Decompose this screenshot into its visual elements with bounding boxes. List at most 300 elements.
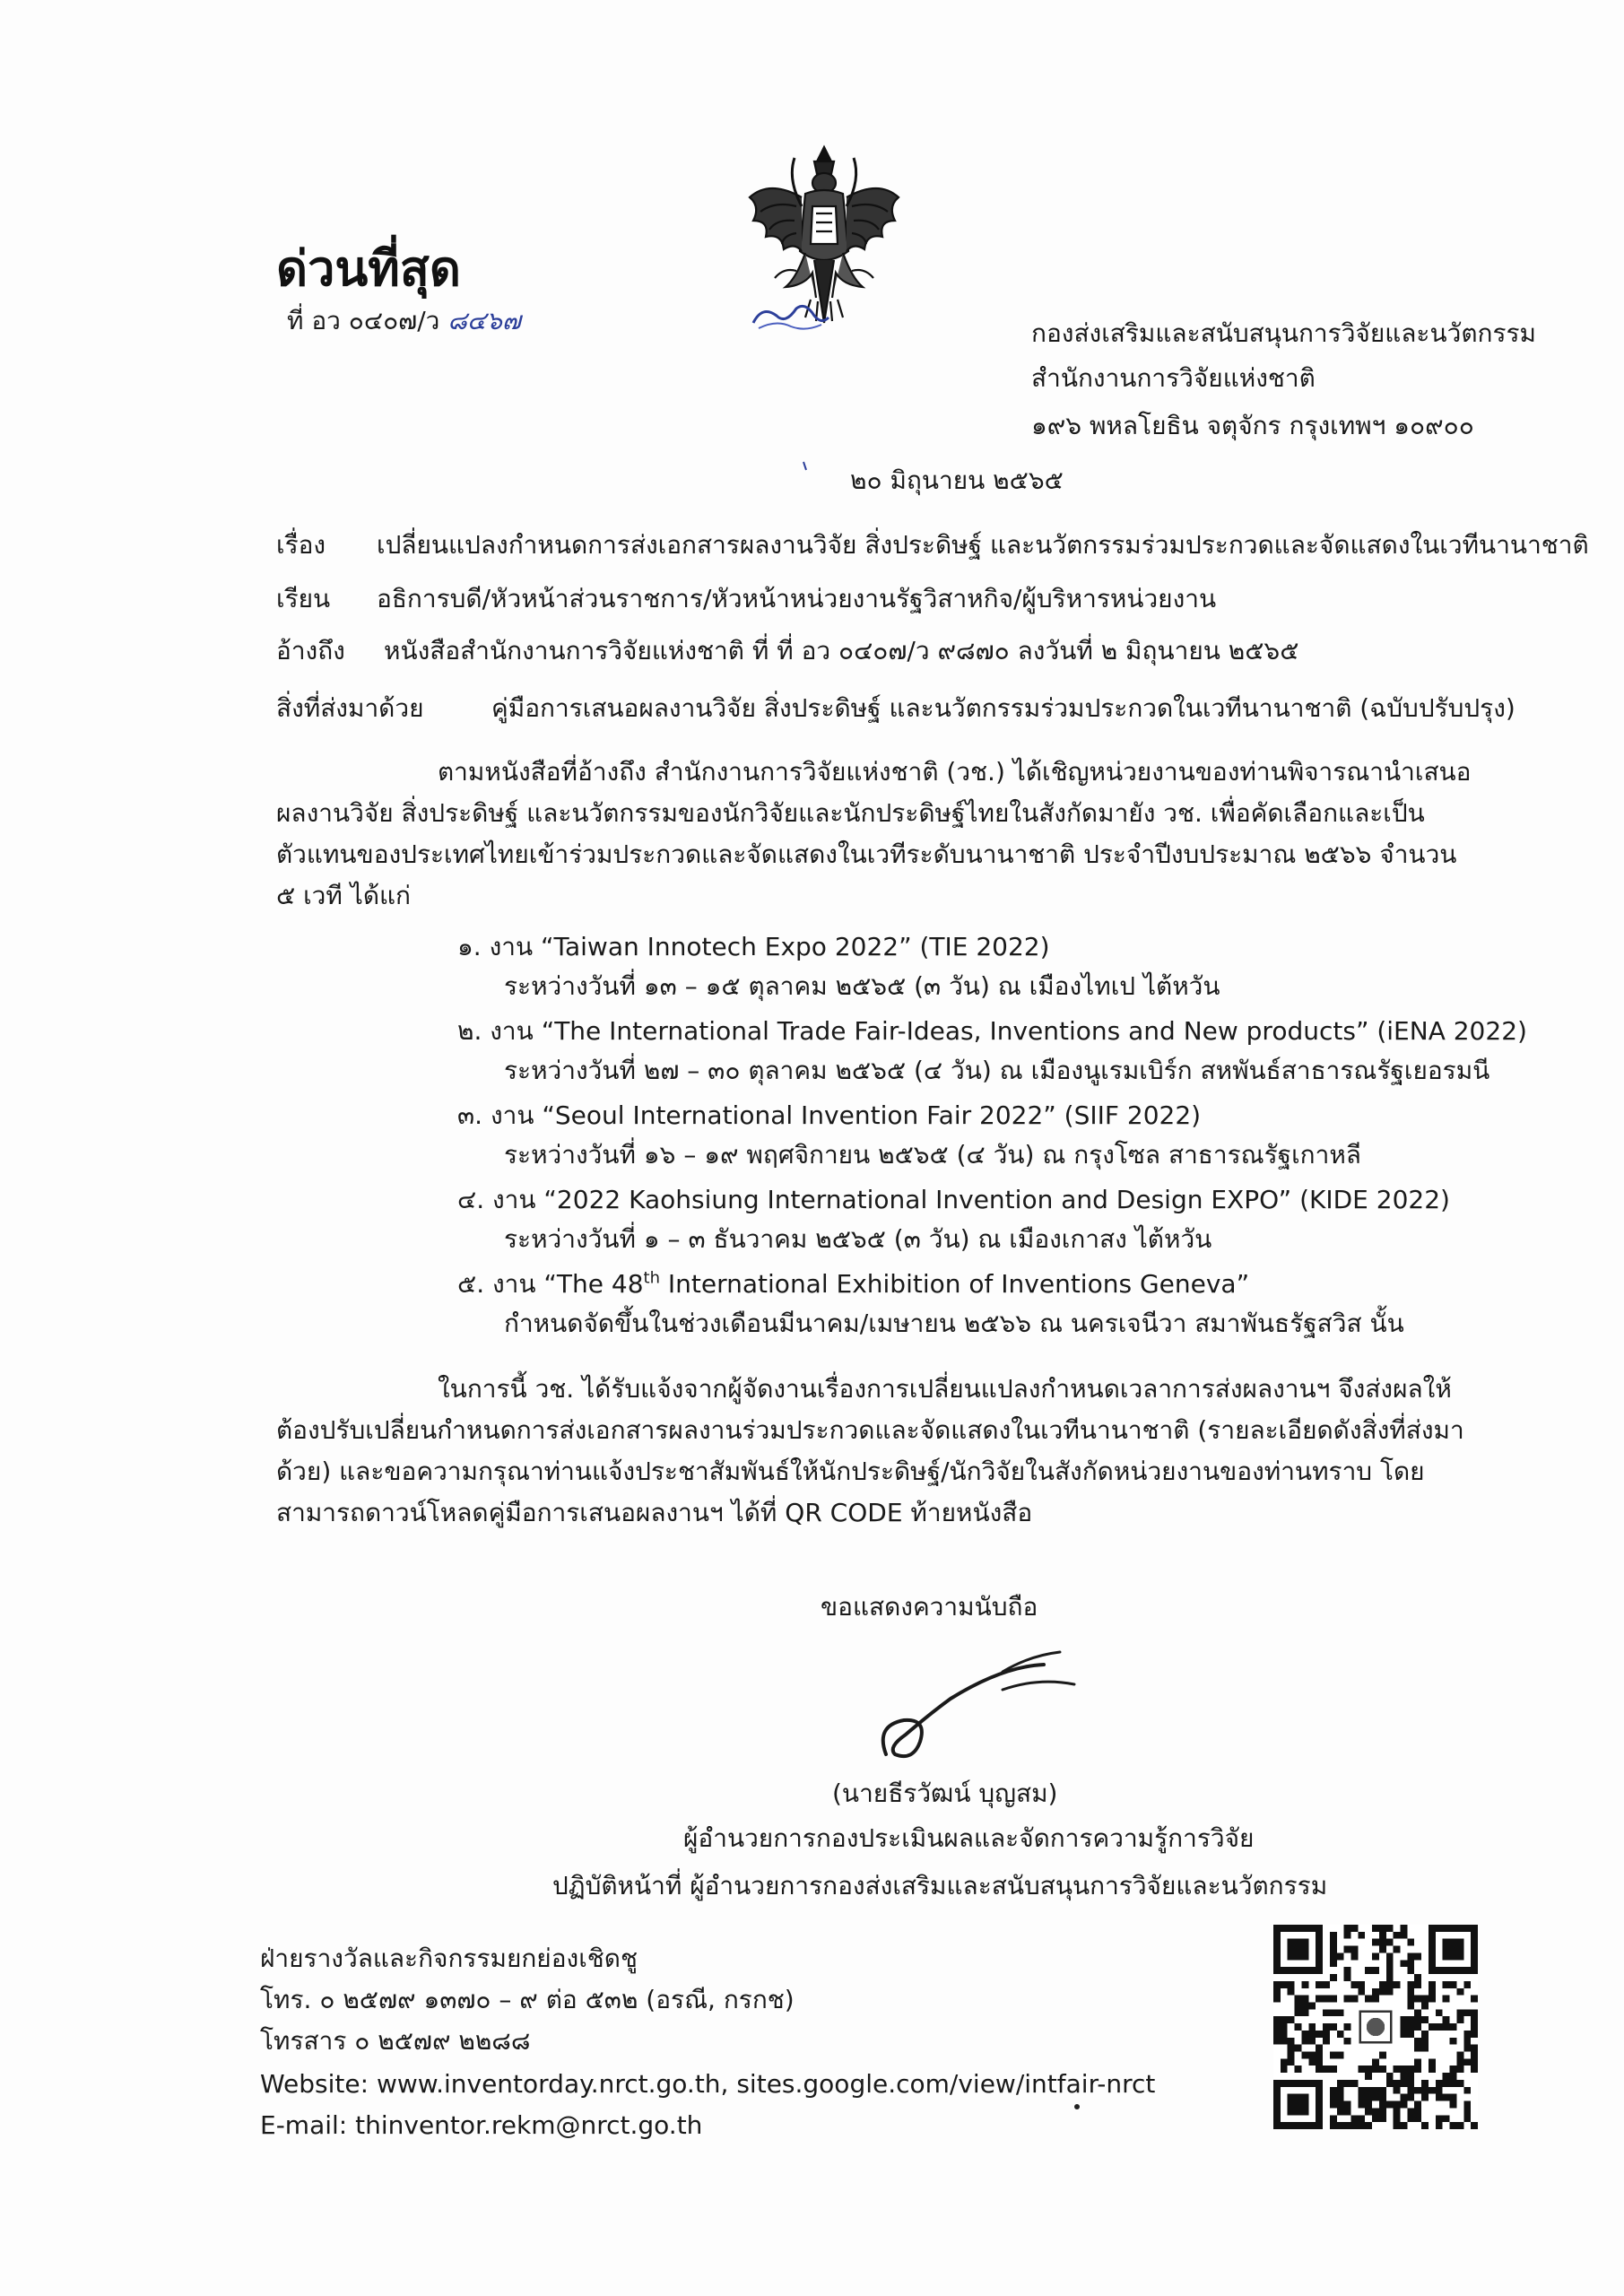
qr-module	[1414, 2009, 1421, 2016]
qr-module	[1365, 2066, 1372, 2073]
org-address-line1: กองส่งเสริมและสนับสนุนการวิจัยและนวัตกรรม	[1031, 318, 1537, 348]
qr-module	[1344, 2023, 1351, 2031]
qr-module	[1379, 1925, 1386, 1932]
qr-module	[1401, 2031, 1408, 2038]
qr-module	[1456, 2016, 1463, 2023]
qr-module	[1450, 2101, 1457, 2109]
qr-module	[1471, 2009, 1478, 2016]
qr-module	[1436, 2115, 1443, 2122]
qr-module	[1350, 2122, 1358, 2129]
qr-module	[1450, 2122, 1457, 2129]
qr-module	[1407, 1960, 1414, 1967]
qr-module	[1350, 1952, 1358, 1960]
event-title-superscript: th	[643, 1268, 661, 1288]
qr-module	[1344, 1932, 1351, 1939]
qr-module	[1301, 2052, 1308, 2059]
qr-module	[1273, 1981, 1281, 1988]
qr-module	[1316, 2052, 1323, 2059]
qr-module	[1337, 2087, 1344, 2094]
event-detail: ระหว่างวันที่ ๑๖ – ๑๙ พฤศจิกายน ๒๕๖๕ (๔ วัน) ณ กรุงโซล สาธารณรัฐเกาหลี	[504, 1140, 1361, 1170]
qr-module	[1365, 2122, 1372, 2129]
qr-module	[1323, 2009, 1330, 2016]
qr-module	[1429, 1996, 1436, 2003]
qr-module	[1436, 2080, 1443, 2087]
qr-module	[1471, 1996, 1478, 2003]
event-detail: กำหนดจัดขึ้นในช่วงเดือนมีนาคม/เมษายน ๒๕๖๖ ณ นครเจนีวา สมาพันธรัฐสวิส นั้น	[504, 1309, 1404, 1338]
qr-module	[1337, 2031, 1344, 2038]
qr-module	[1288, 2052, 1295, 2059]
qr-module	[1358, 2066, 1365, 2073]
footer-unit: ฝ่ายรางวัลและกิจกรรมยกย่องเชิดชู	[260, 1944, 638, 1973]
qr-module	[1337, 2094, 1344, 2101]
qr-module	[1471, 2058, 1478, 2066]
qr-module	[1401, 2073, 1408, 2080]
org-address-line2: สำนักงานการวิจัยแห่งชาติ	[1031, 363, 1316, 393]
qr-module	[1407, 2023, 1414, 2031]
qr-module	[1443, 2023, 1450, 2031]
qr-module	[1407, 2073, 1414, 2080]
event-detail: ระหว่างวันที่ ๑๓ – ๑๕ ตุลาคม ๒๕๖๕ (๓ วัน) ณ เมืองไทเป ไต้หวัน	[504, 971, 1220, 1001]
qr-module	[1463, 2009, 1471, 2016]
qr-module	[1450, 1981, 1457, 1988]
qr-module	[1330, 2087, 1337, 2094]
qr-module	[1344, 1967, 1351, 1974]
qr-module	[1421, 1996, 1429, 2003]
qr-module	[1379, 2115, 1386, 2122]
qr-code-icon[interactable]	[1273, 1925, 1478, 2129]
qr-module	[1463, 1981, 1471, 1988]
qr-module	[1414, 2101, 1421, 2109]
qr-module	[1429, 1981, 1436, 1988]
qr-module	[1429, 1988, 1436, 1996]
qr-module	[1372, 2058, 1379, 2066]
qr-module	[1386, 2101, 1394, 2109]
closing-salutation: ขอแสดงความนับถือ	[821, 1592, 1038, 1622]
qr-module	[1337, 2080, 1344, 2087]
qr-module	[1379, 1932, 1386, 1939]
qr-module	[1414, 1981, 1421, 1988]
qr-module	[1407, 2002, 1414, 2009]
qr-module	[1394, 2087, 1401, 2094]
qr-module	[1337, 2052, 1344, 2059]
event-item-2	[457, 1012, 1527, 1091]
recipient-label: เรียน	[276, 584, 331, 613]
qr-module	[1429, 2058, 1436, 2066]
subject-value: เปลี่ยนแปลงกำหนดการส่งเอกสารผลงานวิจัย สิ่งประดิษฐ์ และนวัตกรรมร่วมประกวดและจัดแสดงในเวทีนานาชาติ	[377, 530, 1589, 560]
qr-module	[1372, 2115, 1379, 2122]
qr-module	[1301, 1981, 1308, 1988]
qr-module	[1372, 1939, 1379, 1946]
qr-module	[1407, 2087, 1414, 2094]
qr-module	[1407, 2080, 1414, 2087]
qr-module	[1350, 2080, 1358, 2087]
qr-module	[1407, 1981, 1414, 1988]
qr-module	[1456, 2066, 1463, 2073]
qr-module	[1358, 2101, 1365, 2109]
qr-module	[1372, 2108, 1379, 2115]
qr-module	[1463, 2058, 1471, 2066]
document-number	[287, 303, 521, 339]
qr-module	[1471, 2023, 1478, 2031]
qr-module	[1330, 1960, 1337, 1967]
qr-module	[1365, 2101, 1372, 2109]
event-item-4	[457, 1180, 1489, 1259]
qr-module	[1330, 2066, 1337, 2073]
qr-module	[1330, 1996, 1337, 2003]
qr-module	[1394, 2108, 1401, 2115]
body-paragraph-1-text: ตามหนังสือที่อ้างถึง สำนักงานการวิจัยแห่งชาติ (วช.) ได้เชิญหน่วยงานของท่านพิจารณานำเสนอผลงานวิจัย สิ่งประดิษฐ์ และนวัตกรรมของนักวิจัยและนักประดิษฐ์ไทยในสังกัดมายัง วช. เพื่อคัดเลือกและเป็นตัวแทนของประเทศไทยเข้าร่วมประกวดและจัดแสดงในเวทีระดับนานาชาติ ประจำปีงบประมาณ ๒๕๖๖ จำนวน ๕ เวที ได้แก่	[276, 757, 1472, 910]
qr-module	[1386, 1981, 1394, 1988]
qr-module	[1443, 1996, 1450, 2003]
qr-module	[1407, 2066, 1414, 2073]
qr-module	[1463, 2031, 1471, 2038]
qr-module	[1308, 2023, 1316, 2031]
qr-module	[1401, 1932, 1408, 1939]
qr-module	[1323, 2066, 1330, 2073]
qr-module	[1456, 2122, 1463, 2129]
qr-module	[1471, 2045, 1478, 2052]
qr-module	[1379, 2066, 1386, 2073]
event-detail: ระหว่างวันที่ ๒๗ – ๓๐ ตุลาคม ๒๕๖๕ (๔ วัน) ณ เมืองนูเรมเบิร์ก สหพันธ์สาธารณรัฐเยอรมนี	[504, 1056, 1490, 1085]
qr-module	[1407, 1939, 1414, 1946]
qr-module	[1330, 2101, 1337, 2109]
qr-module	[1394, 2122, 1401, 2129]
qr-module	[1386, 1974, 1394, 1981]
qr-module	[1281, 2038, 1288, 2045]
qr-module	[1301, 2038, 1308, 2045]
qr-module	[1288, 2045, 1295, 2052]
qr-module	[1288, 1988, 1295, 1996]
qr-module	[1344, 2101, 1351, 2109]
qr-module	[1358, 1988, 1365, 1996]
qr-module	[1344, 1925, 1351, 1932]
qr-module	[1350, 1981, 1358, 1988]
qr-module	[1463, 2115, 1471, 2122]
qr-module	[1463, 2087, 1471, 2094]
qr-module	[1273, 2016, 1281, 2023]
enclosure-label: สิ่งที่ส่งมาด้วย	[276, 693, 424, 723]
qr-module	[1414, 1952, 1421, 1960]
qr-module	[1386, 2073, 1394, 2080]
qr-module	[1450, 2023, 1457, 2031]
qr-module	[1337, 2101, 1344, 2109]
event-item-1	[457, 927, 1489, 1006]
qr-module	[1407, 2108, 1414, 2115]
qr-module	[1350, 1925, 1358, 1932]
qr-module	[1414, 2087, 1421, 2094]
qr-module	[1358, 2122, 1365, 2129]
qr-module	[1394, 1981, 1401, 1988]
qr-module	[1436, 2009, 1443, 2016]
qr-module	[1429, 2023, 1436, 2031]
event-item-5	[457, 1265, 1489, 1344]
qr-module	[1330, 1946, 1337, 1953]
qr-module	[1421, 2122, 1429, 2129]
qr-module	[1394, 2101, 1401, 2109]
subject-label: เรื่อง	[276, 530, 326, 560]
qr-module	[1407, 2016, 1414, 2023]
qr-module	[1443, 2073, 1450, 2080]
qr-module	[1401, 1925, 1408, 1932]
qr-module	[1372, 1952, 1379, 1960]
qr-module	[1330, 1939, 1337, 1946]
qr-module	[1421, 2031, 1429, 2038]
ink-tick-icon	[801, 461, 810, 472]
signer-name: (นายธีรวัฒน์ บุญสม)	[832, 1779, 1058, 1808]
qr-module	[1401, 2023, 1408, 2031]
qr-module	[1358, 2115, 1365, 2122]
qr-module	[1344, 2122, 1351, 2129]
qr-module	[1358, 2087, 1365, 2094]
qr-module	[1273, 2031, 1281, 2038]
qr-module	[1471, 2031, 1478, 2038]
signature-icon	[868, 1648, 1101, 1774]
qr-module	[1273, 2023, 1281, 2031]
qr-module	[1330, 2094, 1337, 2101]
qr-module	[1295, 2023, 1302, 2031]
qr-module	[1365, 2073, 1372, 2080]
qr-module	[1330, 1932, 1337, 1939]
qr-module	[1344, 1996, 1351, 2003]
qr-module	[1365, 2087, 1372, 2094]
qr-module	[1407, 1988, 1414, 1996]
recipient-value: อธิการบดี/หัวหน้าส่วนราชการ/หัวหน้าหน่วยงานรัฐวิสาหกิจ/ผู้บริหารหน่วยงาน	[377, 584, 1217, 613]
enclosure-value: คู่มือการเสนอผลงานวิจัย สิ่งประดิษฐ์ และนวัตกรรมร่วมประกวดในเวทีนานาชาติ (ฉบับปรับปรุง)	[491, 693, 1515, 723]
qr-module	[1379, 1981, 1386, 1988]
qr-module	[1281, 2066, 1288, 2073]
qr-module	[1344, 2038, 1351, 2045]
qr-module	[1386, 1925, 1394, 1932]
qr-module	[1450, 2080, 1457, 2087]
qr-module	[1301, 2009, 1308, 2016]
qr-module	[1379, 1939, 1386, 1946]
qr-module	[1407, 2115, 1414, 2122]
qr-module	[1463, 2038, 1471, 2045]
qr-module	[1456, 1988, 1463, 1996]
qr-module	[1450, 2094, 1457, 2101]
qr-module	[1281, 2023, 1288, 2031]
qr-module	[1443, 1981, 1450, 1988]
qr-module	[1429, 2087, 1436, 2094]
qr-module	[1421, 2038, 1429, 2045]
qr-module	[1386, 1952, 1394, 1960]
qr-module	[1358, 1981, 1365, 1988]
qr-module	[1295, 2002, 1302, 2009]
qr-module	[1421, 2087, 1429, 2094]
qr-module	[1407, 2031, 1414, 2038]
event-list	[457, 927, 1527, 1344]
qr-module	[1316, 1981, 1323, 1988]
qr-module	[1421, 2002, 1429, 2009]
qr-module	[1308, 2052, 1316, 2059]
qr-module	[1456, 2009, 1463, 2016]
qr-module	[1456, 2080, 1463, 2087]
qr-module	[1463, 2108, 1471, 2115]
qr-module	[1330, 2023, 1337, 2031]
qr-module	[1386, 1939, 1394, 1946]
event-title-part: International Exhibition of Inventions Geneva”	[660, 1269, 1250, 1299]
qr-module	[1394, 1932, 1401, 1939]
qr-module	[1316, 2058, 1323, 2066]
qr-module	[1365, 2108, 1372, 2115]
qr-module	[1394, 1946, 1401, 1953]
qr-module	[1372, 2066, 1379, 2073]
qr-module	[1330, 2009, 1337, 2016]
qr-module	[1450, 2073, 1457, 2080]
qr-module	[1429, 2066, 1436, 2073]
qr-module	[1337, 1952, 1344, 1960]
qr-module	[1372, 2087, 1379, 2094]
qr-module	[1443, 2016, 1450, 2023]
qr-module	[1323, 2031, 1330, 2038]
qr-module	[1330, 2115, 1337, 2122]
qr-module	[1316, 2031, 1323, 2038]
event-title: ๓. งาน “Seoul International Invention Fair 2022” (SIIF 2022)	[457, 1100, 1202, 1130]
qr-module	[1288, 2038, 1295, 2045]
qr-module	[1471, 2052, 1478, 2059]
body-paragraph-1	[276, 752, 1478, 917]
qr-module	[1471, 2016, 1478, 2023]
qr-module	[1281, 2058, 1288, 2066]
qr-module	[1350, 2115, 1358, 2122]
blue-stamp-icon	[750, 298, 830, 334]
qr-module	[1407, 1952, 1414, 1960]
qr-module	[1421, 2080, 1429, 2087]
urgency-label: ด่วนที่สุด	[276, 240, 461, 297]
qr-module	[1394, 2066, 1401, 2073]
event-item-3	[457, 1096, 1489, 1175]
event-detail: ระหว่างวันที่ ๑ – ๓ ธันวาคม ๒๕๖๕ (๓ วัน) ณ เมืองเกาสง ไต้หวัน	[504, 1224, 1212, 1254]
qr-module	[1308, 2002, 1316, 2009]
qr-module	[1344, 1974, 1351, 1981]
qr-module	[1471, 2122, 1478, 2129]
qr-module	[1436, 2094, 1443, 2101]
qr-module	[1281, 2016, 1288, 2023]
qr-module	[1436, 2122, 1443, 2129]
event-title: ๔. งาน “2022 Kaohsiung International Invention and Design EXPO” (KIDE 2022)	[457, 1185, 1450, 1214]
qr-module	[1379, 2052, 1386, 2059]
qr-module	[1316, 1996, 1323, 2003]
qr-module	[1372, 1996, 1379, 2003]
ink-dot-icon	[1073, 2102, 1081, 2111]
qr-module	[1350, 1996, 1358, 2003]
qr-module	[1456, 2052, 1463, 2059]
qr-module	[1344, 2108, 1351, 2115]
qr-module	[1273, 1996, 1281, 2003]
footer-email: E-mail: thinventor.rekm@nrct.go.th	[260, 2110, 703, 2140]
qr-module	[1379, 1988, 1386, 1996]
qr-module	[1414, 2023, 1421, 2031]
qr-module	[1443, 2080, 1450, 2087]
qr-module	[1414, 2108, 1421, 2115]
qr-module	[1414, 1974, 1421, 1981]
qr-module	[1308, 2058, 1316, 2066]
qr-module	[1414, 2115, 1421, 2122]
qr-module	[1273, 1988, 1281, 1996]
document-number-prefix: ที่ อว ๐๔๐๗/ว	[287, 306, 440, 335]
signer-position-1: ผู้อำนวยการกองประเมินผลและจัดการความรู้การวิจัย	[683, 1823, 1255, 1853]
qr-module	[1394, 2080, 1401, 2087]
event-title: ๑. งาน “Taiwan Innotech Expo 2022” (TIE 2022)	[457, 932, 1050, 961]
qr-module	[1295, 2045, 1302, 2052]
qr-module	[1443, 2115, 1450, 2122]
qr-module	[1401, 2066, 1408, 2073]
qr-module	[1323, 2023, 1330, 2031]
letter-date: ๒๐ มิถุนายน ๒๕๖๕	[850, 465, 1064, 495]
qr-module	[1379, 2094, 1386, 2101]
qr-module	[1372, 1967, 1379, 1974]
qr-module	[1330, 2122, 1337, 2129]
event-title	[457, 1269, 1249, 1299]
event-title-part: ๕. งาน “The 48	[457, 1269, 644, 1299]
qr-module	[1323, 2038, 1330, 2045]
qr-module	[1450, 2066, 1457, 2073]
qr-module	[1337, 2108, 1344, 2115]
qr-module	[1414, 2038, 1421, 2045]
org-address-line3: ๑๙๖ พหลโยธิน จตุจักร กรุงเทพฯ ๑๐๙๐๐	[1031, 411, 1474, 440]
qr-module	[1463, 2101, 1471, 2109]
qr-module	[1273, 2038, 1281, 2045]
qr-module	[1337, 2009, 1344, 2016]
qr-module	[1308, 2038, 1316, 2045]
qr-module	[1365, 1967, 1372, 1974]
qr-module	[1401, 1960, 1408, 1967]
qr-module	[1379, 1946, 1386, 1953]
reference-value: หนังสือสำนักงานการวิจัยแห่งชาติ ที่ ที่ อว ๐๔๐๗/ว ๙๘๗๐ ลงวันที่ ๒ มิถุนายน ๒๕๖๕	[384, 636, 1299, 665]
body-paragraph-2-text: ในการนี้ วช. ได้รับแจ้งจากผู้จัดงานเรื่องการเปลี่ยนแปลงกำหนดเวลาการส่งผลงานฯ จึงส่งผลให้ต้องปรับเปลี่ยนกำหนดการส่งเอกสารผลงานร่วมประกวดและจัดแสดงในเวทีนานาชาติ (รายละเอียดดังสิ่งที่ส่งมาด้วย) และขอความกรุณาท่านแจ้งประชาสัมพันธ์ให้นักประดิษฐ์/นักวิจัยในสังกัดหน่วยงานของท่านทราบ โดยสามารถดาวน์โหลดคู่มือการเสนอผลงานฯ ได้ที่ QR CODE ท้ายหนังสือ	[276, 1374, 1464, 1527]
qr-module	[1463, 2045, 1471, 2052]
qr-module	[1414, 2045, 1421, 2052]
qr-module	[1401, 2101, 1408, 2109]
footer-website: Website: www.inventorday.nrct.go.th, sites.google.com/view/intfair-nrct	[260, 2069, 1156, 2099]
qr-module	[1295, 2066, 1302, 2073]
qr-module	[1330, 1974, 1337, 1981]
qr-module	[1436, 2023, 1443, 2031]
qr-module	[1365, 1996, 1372, 2003]
qr-module	[1401, 2080, 1408, 2087]
qr-module	[1379, 2087, 1386, 2094]
qr-module	[1372, 1988, 1379, 1996]
qr-module	[1323, 1996, 1330, 2003]
footer-fax: โทรสาร ๐ ๒๕๗๙ ๒๒๘๘	[260, 2026, 531, 2056]
qr-module	[1394, 2115, 1401, 2122]
qr-module	[1471, 2066, 1478, 2073]
signer-position-2: ปฏิบัติหน้าที่ ผู้อำนวยการกองส่งเสริมและสนับสนุนการวิจัยและนวัตกรรม	[552, 1871, 1328, 1900]
qr-module	[1344, 2080, 1351, 2087]
event-title: ๒. งาน “The International Trade Fair-Ideas, Inventions and New products” (iENA 2022)	[457, 1016, 1527, 1046]
qr-module	[1301, 2031, 1308, 2038]
qr-module	[1295, 1996, 1302, 2003]
footer-phone: โทร. ๐ ๒๕๗๙ ๑๓๗๐ – ๙ ต่อ ๕๓๒ (อรณี, กรกช)	[260, 1985, 795, 2014]
body-paragraph-2	[276, 1369, 1478, 1534]
qr-module	[1407, 1996, 1414, 2003]
qr-module	[1386, 2080, 1394, 2087]
qr-module	[1301, 1996, 1308, 2003]
qr-module	[1344, 1946, 1351, 1953]
qr-module	[1281, 1981, 1288, 1988]
qr-module	[1386, 1988, 1394, 1996]
qr-module	[1288, 2016, 1295, 2023]
qr-module	[1450, 2038, 1457, 2045]
qr-module	[1407, 1967, 1414, 1974]
reference-label: อ้างถึง	[276, 636, 345, 665]
qr-module	[1288, 2058, 1295, 2066]
qr-module	[1372, 1925, 1379, 1932]
qr-module	[1386, 1960, 1394, 1967]
qr-module	[1414, 1996, 1421, 2003]
qr-module	[1443, 2094, 1450, 2101]
qr-module	[1350, 1946, 1358, 1953]
